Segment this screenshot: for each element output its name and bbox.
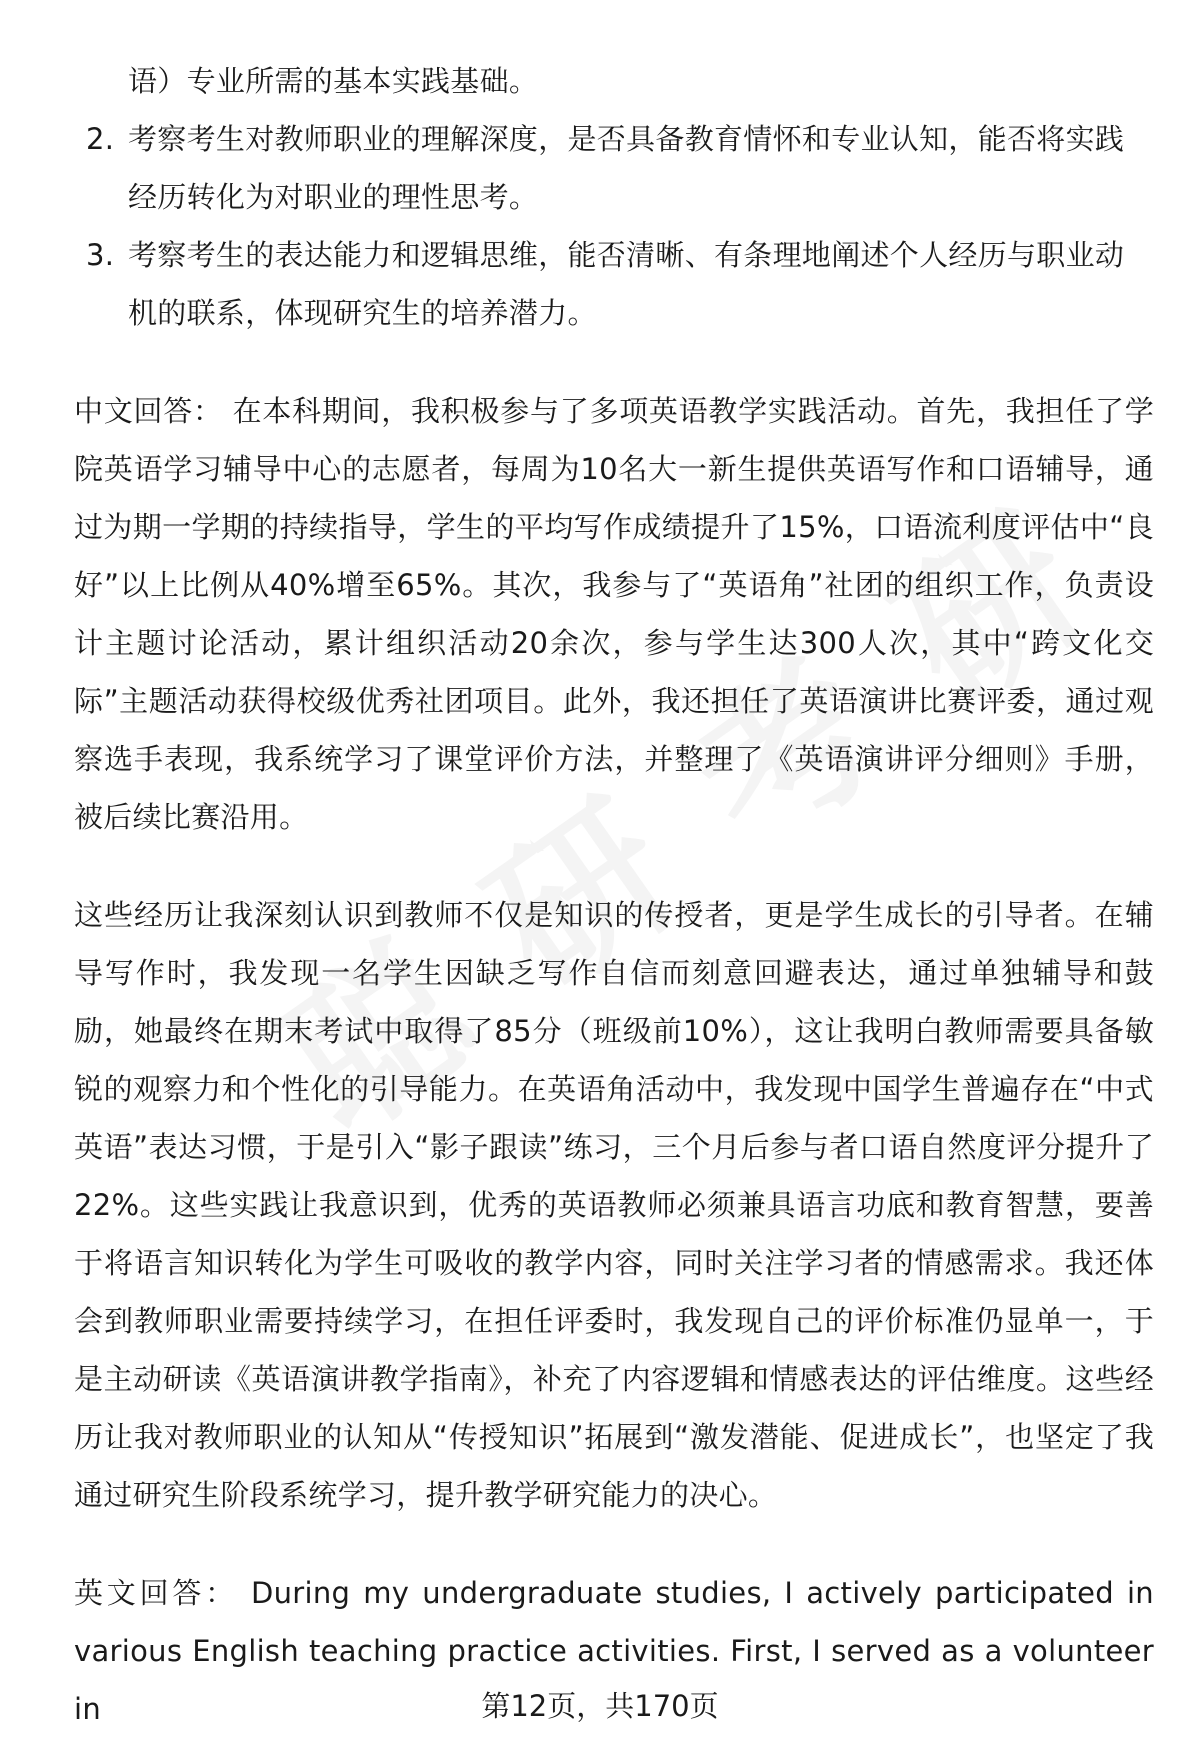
list-item-2 (74, 110, 1154, 226)
chinese-answer-paragraph: 中文回答： 在本科期间，我积极参与了多项英语教学实践活动。首先，我担任了学院英语学习辅导中心的志愿者，每周为10名大一新生提供英语写作和口语辅导，通过为期一学期的持续指导，学生的平均写作成绩提升了15%，口语流利度评估中“良好”以上比例从40%增至65%。其次，我参与了“英语角”社团的组织工作，负责设计主题讨论活动，累计组织活动20余次，参与学生达300人次，其中“跨文化交际”主题活动获得校级优秀社团项目。此外，我还担任了英语演讲比赛评委，通过观察选手表现，我系统学习了课堂评价方法，并整理了《英语演讲评分细则》手册，被后续比赛沿用。 (74, 394, 1154, 834)
list-line: 考察考生的表达能力和逻辑思维，能否清晰、有条理地阐述个人经历与职业动 (128, 238, 1125, 272)
list-line: 机的联系，体现研究生的培养潜力。 (128, 296, 597, 330)
english-answer-paragraph: 英文回答： During my undergraduate studies, I actively participated in various English teaching practice activities. First, I served as a volunteer in (74, 1576, 1154, 1726)
reflection-paragraph: 这些经历让我深刻认识到教师不仅是知识的传授者，更是学生成长的引导者。在辅导写作时，我发现一名学生因缺乏写作自信而刻意回避表达，通过单独辅导和鼓励，她最终在期末考试中取得了85分（班级前10%），这让我明白教师需要具备敏锐的观察力和个性化的引导能力。在英语角活动中，我发现中国学生普遍存在“中式英语”表达习惯，于是引入“影子跟读”练习，三个月后参与者口语自然度评分提升了22%。这些实践让我意识到，优秀的英语教师必须兼具语言功底和教育智慧，要善于将语言知识转化为学生可吸收的教学内容，同时关注学习者的情感需求。我还体会到教师职业需要持续学习，在担任评委时，我发现自己的评价标准仍显单一，于是主动研读《英语演讲教学指南》，补充了内容逻辑和情感表达的评估维度。这些经历让我对教师职业的认知从“传授知识”拓展到“激发潜能、促进成长”，也坚定了我通过研究生阶段系统学习，提升教学研究能力的决心。 (74, 898, 1154, 1512)
page-content (74, 52, 1154, 1738)
list-item-3 (74, 226, 1154, 342)
list-number: 2. (86, 122, 115, 156)
list-line: 经历转化为对职业的理性思考。 (128, 180, 539, 214)
list-line: 考察考生对教师职业的理解深度，是否具备教育情怀和专业认知，能否将实践 (128, 122, 1125, 156)
page-number-footer: 第12页，共170页 (481, 1689, 719, 1723)
list-item-continuation: 语）专业所需的基本实践基础。 (128, 64, 539, 98)
list-number: 3. (86, 238, 115, 272)
